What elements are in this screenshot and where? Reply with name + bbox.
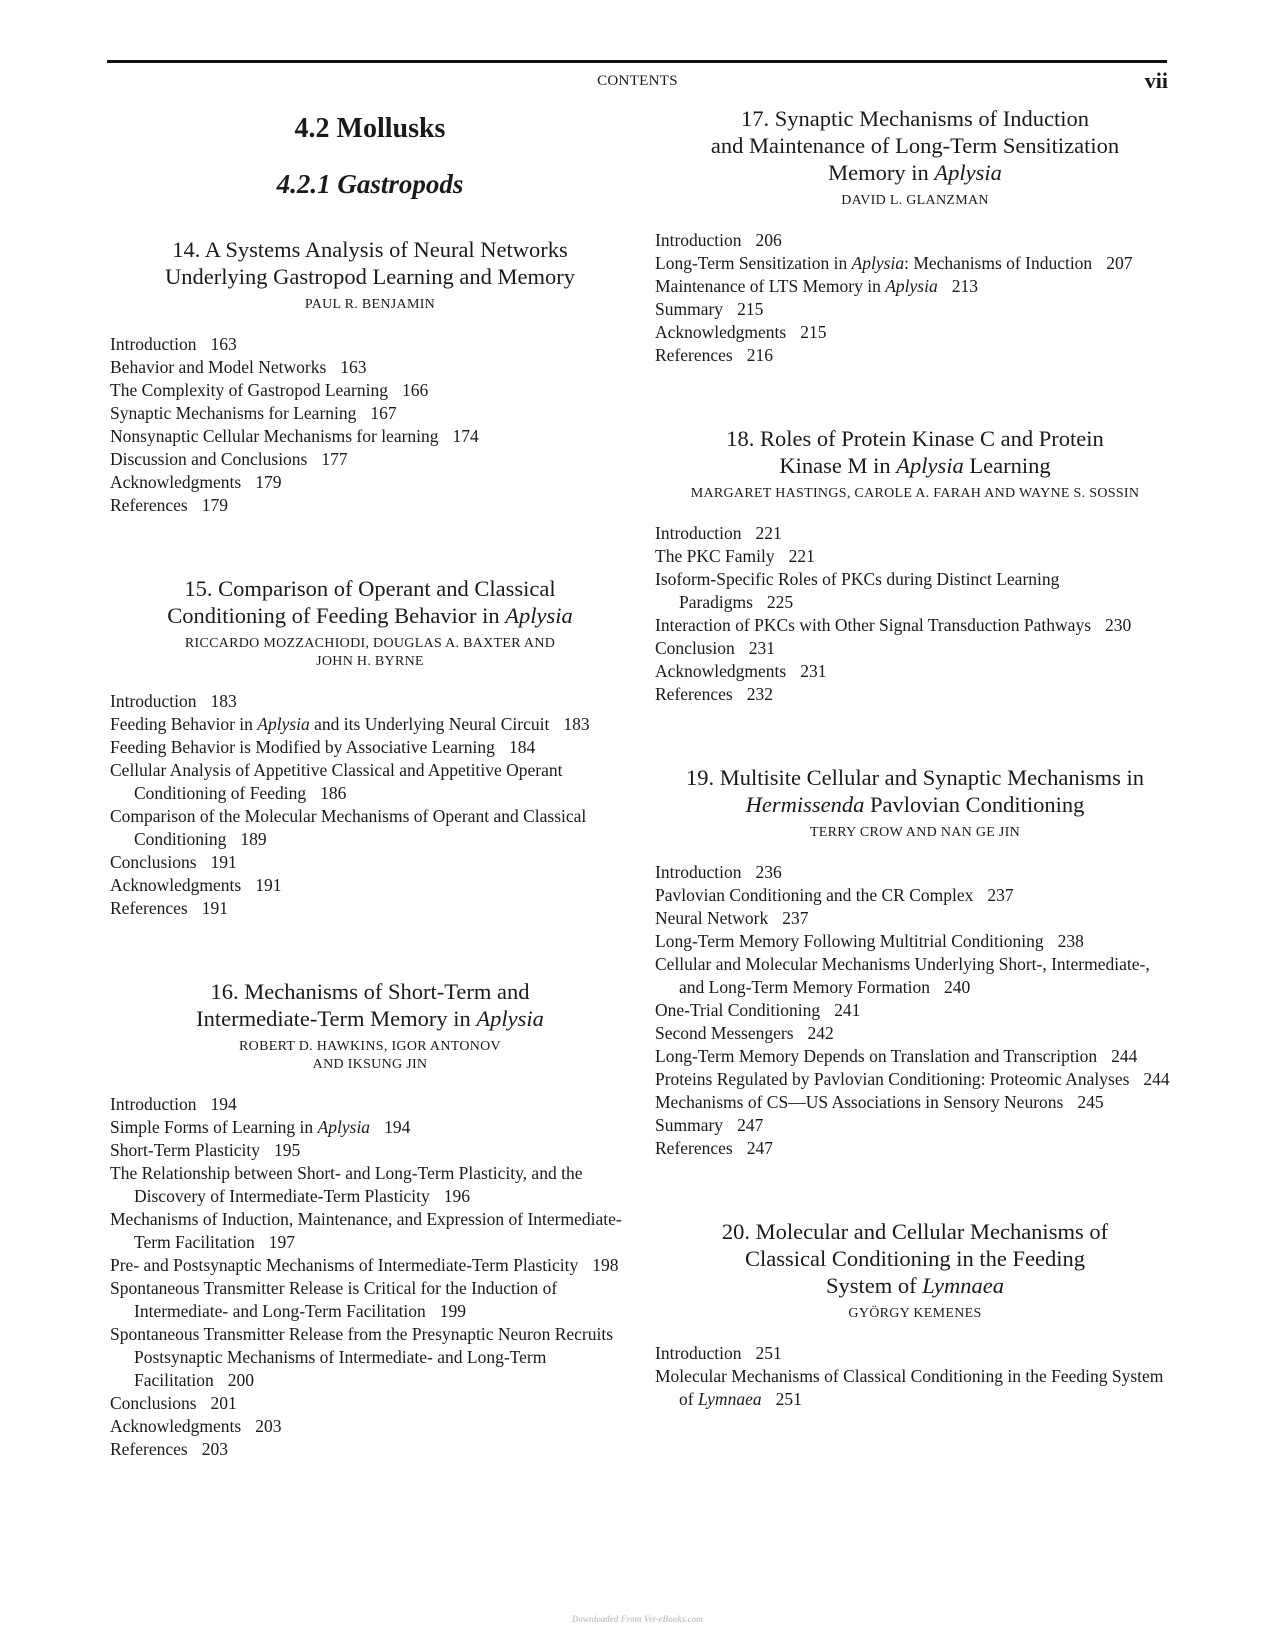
- chapter-title[interactable]: 14. A Systems Analysis of Neural Networks Underlying Gastropod Learning and Memory: [165, 237, 575, 290]
- chapter-section: [655, 105, 1175, 367]
- entry-list: [655, 229, 1175, 367]
- part-title: 4.2 Mollusks: [294, 113, 446, 144]
- toc-entry-title: Behavior and Model Networks: [110, 357, 327, 378]
- toc-entry-title: The Relationship between Short- and Long-Term Plasticity, and the Discovery of Intermediate-Term Plasticity: [110, 1163, 583, 1207]
- toc-entry-title: One-Trial Conditioning: [655, 1000, 821, 1020]
- toc-entry-title: References: [110, 495, 188, 516]
- toc-entry[interactable]: [655, 252, 1175, 275]
- toc-entry[interactable]: [110, 1438, 630, 1461]
- entry-list: [655, 1342, 1175, 1411]
- toc-entry-title: Acknowledgments: [110, 875, 242, 896]
- entry-list: [110, 1093, 630, 1461]
- entry-list: [110, 333, 630, 517]
- toc-entry-page: 238: [1057, 931, 1084, 951]
- toc-entry-page: 200: [227, 1370, 254, 1391]
- toc-entry-page: 196: [443, 1186, 470, 1207]
- toc-entry-title: Maintenance of LTS Memory in Aplysia: [655, 276, 938, 296]
- toc-entry[interactable]: [655, 275, 1175, 298]
- toc-entry[interactable]: [655, 229, 1175, 252]
- toc-entry-page: 186: [320, 783, 347, 804]
- toc-entry[interactable]: [110, 1415, 630, 1438]
- toc-entry-page: 237: [987, 885, 1014, 905]
- toc-entry-title: Comparison of the Molecular Mechanisms of Operant and Classical Conditioning: [110, 806, 587, 850]
- toc-entry-title: Summary: [655, 1115, 724, 1135]
- toc-entry[interactable]: [655, 861, 1175, 884]
- toc-entry[interactable]: [655, 1045, 1175, 1068]
- toc-entry[interactable]: [655, 545, 1175, 568]
- toc-entry-title: The Complexity of Gastropod Learning: [110, 380, 388, 401]
- toc-entry[interactable]: [110, 356, 630, 379]
- toc-entry[interactable]: [655, 660, 1175, 683]
- toc-entry-page: 232: [746, 684, 773, 704]
- toc-entry-title: Mechanisms of Induction, Maintenance, and Expression of Intermediate-Term Facilitation: [110, 1209, 622, 1253]
- toc-entry-title: References: [655, 345, 733, 365]
- toc-entry-page: 251: [775, 1389, 802, 1409]
- toc-entry-page: 247: [737, 1115, 764, 1135]
- header-rule: [107, 60, 1167, 63]
- right-column: [655, 105, 1175, 1469]
- toc-entry-page: 242: [807, 1023, 834, 1043]
- toc-entry-page: 203: [201, 1439, 228, 1460]
- toc-entry[interactable]: [655, 1137, 1175, 1160]
- toc-entry[interactable]: [110, 759, 630, 805]
- toc-entry-page: 230: [1105, 615, 1132, 635]
- chapter-title[interactable]: 18. Roles of Protein Kinase C and Protein Kinase M in Aplysia Learning: [726, 426, 1104, 478]
- toc-entry-title: Feeding Behavior in Aplysia and its Underlying Neural Circuit: [110, 714, 550, 735]
- toc-entry[interactable]: [110, 1277, 630, 1323]
- toc-entry-page: 225: [766, 592, 794, 612]
- toc-entry-title: Cellular and Molecular Mechanisms Underlying Short-, Intermediate-, and Long-Term Memory Formation: [655, 954, 1150, 997]
- toc-entry-title: Conclusions: [110, 852, 197, 873]
- running-head: CONTENTS: [597, 73, 678, 89]
- left-chapter-list: [110, 236, 630, 1461]
- toc-entry[interactable]: [655, 1114, 1175, 1137]
- toc-entry-page: 179: [201, 495, 228, 516]
- toc-entry[interactable]: [110, 1116, 630, 1139]
- toc-entry[interactable]: [110, 1162, 630, 1208]
- toc-entry[interactable]: [655, 1365, 1175, 1411]
- toc-entry[interactable]: [110, 402, 630, 425]
- toc-entry[interactable]: [655, 1091, 1175, 1114]
- toc-entry-title: Discussion and Conclusions: [110, 449, 308, 470]
- chapter-authors: GYÖRGY KEMENES: [848, 1306, 982, 1321]
- toc-entry[interactable]: [110, 333, 630, 356]
- toc-entry-page: 244: [1143, 1069, 1170, 1089]
- toc-entry[interactable]: [655, 930, 1175, 953]
- toc-entry-page: 195: [273, 1140, 301, 1161]
- toc-entry[interactable]: [655, 683, 1175, 706]
- toc-entry-page: 191: [210, 852, 237, 873]
- toc-entry-title: Introduction: [655, 862, 742, 882]
- toc-entry-title: Second Messengers: [655, 1023, 794, 1043]
- entry-list: [655, 861, 1175, 1160]
- toc-entry[interactable]: [655, 907, 1175, 930]
- toc-entry-title: References: [655, 684, 733, 704]
- toc-entry[interactable]: [110, 713, 630, 736]
- toc-entry-page: 184: [508, 737, 536, 758]
- toc-entry-page: 183: [210, 691, 237, 712]
- toc-entry-page: 189: [240, 829, 267, 850]
- toc-entry-title: Acknowledgments: [655, 661, 787, 681]
- toc-entry[interactable]: [655, 884, 1175, 907]
- toc-entry-page: 244: [1111, 1046, 1138, 1066]
- toc-entry[interactable]: [110, 874, 630, 897]
- toc-entry-page: 197: [268, 1232, 296, 1253]
- toc-entry[interactable]: [655, 953, 1175, 999]
- toc-entry[interactable]: [110, 471, 630, 494]
- toc-entry-title: Feeding Behavior is Modified by Associative Learning: [110, 737, 495, 758]
- chapter-authors: RICCARDO MOZZACHIODI, DOUGLAS A. BAXTER AND JOHN H. BYRNE: [184, 636, 556, 670]
- toc-entry[interactable]: [655, 637, 1175, 660]
- chapter-section: [655, 1218, 1175, 1411]
- toc-entry-title: Acknowledgments: [110, 472, 242, 493]
- toc-entry[interactable]: [110, 1254, 630, 1277]
- toc-entry-title: Introduction: [655, 1343, 742, 1363]
- toc-entry-title: Acknowledgments: [655, 322, 787, 342]
- toc-entry[interactable]: [655, 1022, 1175, 1045]
- toc-entry-page: 245: [1077, 1092, 1104, 1112]
- toc-entry[interactable]: [110, 425, 630, 448]
- chapter-section: [655, 764, 1175, 1160]
- chapter-title[interactable]: 17. Synaptic Mechanisms of Induction and Maintenance of Long-Term Sensitization Memory in Aplysia: [710, 106, 1120, 185]
- toc-entry-title: Isoform-Specific Roles of PKCs during Distinct Learning Paradigms: [655, 569, 1060, 612]
- toc-entry-page: 191: [255, 875, 282, 896]
- toc-entry-title: Introduction: [110, 1094, 197, 1115]
- right-chapter-list: [655, 105, 1175, 1411]
- toc-entry-page: 206: [755, 230, 782, 250]
- chapter-title[interactable]: 19. Multisite Cellular and Synaptic Mechanisms in Hermissenda Pavlovian Conditioning: [685, 765, 1145, 817]
- toc-entry[interactable]: [655, 298, 1175, 321]
- toc-entry-page: 198: [592, 1255, 619, 1276]
- toc-entry-page: 221: [788, 546, 815, 566]
- toc-entry-page: 201: [210, 1393, 237, 1414]
- toc-entry-page: 240: [944, 977, 971, 997]
- toc-entry[interactable]: [110, 1208, 630, 1254]
- toc-entry-title: Long-Term Sensitization in Aplysia: Mechanisms of Induction: [655, 253, 1093, 273]
- toc-entry[interactable]: [110, 690, 630, 713]
- toc-entry-page: 194: [384, 1117, 411, 1138]
- toc-entry-title: Spontaneous Transmitter Release from the Presynaptic Neuron Recruits Postsynaptic Mechanisms of Intermediate- and Long-Term Facilitation: [110, 1324, 614, 1391]
- toc-entry-page: 167: [370, 403, 397, 424]
- toc-entry-page: 163: [340, 357, 367, 378]
- toc-entry[interactable]: [110, 1392, 630, 1415]
- toc-entry-title: Mechanisms of CS—US Associations in Sensory Neurons: [655, 1092, 1064, 1112]
- toc-entry-title: Acknowledgments: [110, 1416, 242, 1437]
- toc-entry-title: Introduction: [655, 523, 742, 543]
- toc-entry-page: 213: [951, 276, 978, 296]
- toc-entry[interactable]: [110, 379, 630, 402]
- toc-entry-title: Nonsynaptic Cellular Mechanisms for learning: [110, 426, 439, 447]
- chapter-title[interactable]: 15. Comparison of Operant and Classical Conditioning of Feeding Behavior in Aplysia: [167, 576, 573, 629]
- toc-entry-page: 199: [439, 1301, 467, 1322]
- toc-entry[interactable]: [655, 568, 1175, 614]
- toc-entry[interactable]: [655, 999, 1175, 1022]
- toc-entry-page: 215: [800, 322, 827, 342]
- toc-entry[interactable]: [655, 321, 1175, 344]
- toc-entry-title: Proteins Regulated by Pavlovian Conditioning: Proteomic Analyses: [655, 1069, 1130, 1089]
- toc-entry-page: 236: [755, 862, 782, 882]
- toc-entry-page: 166: [402, 380, 429, 401]
- toc-entry-title: Long-Term Memory Depends on Translation and Transcription: [655, 1046, 1098, 1066]
- chapter-authors: ROBERT D. HAWKINS, IGOR ANTONOV AND IKSUNG JIN: [239, 1039, 501, 1073]
- toc-entry-title: The PKC Family: [655, 546, 775, 566]
- left-column: [110, 105, 630, 1519]
- toc-entry-title: Simple Forms of Learning in Aplysia: [110, 1117, 371, 1138]
- toc-entry-title: Introduction: [655, 230, 742, 250]
- toc-entry-page: 207: [1106, 253, 1133, 273]
- chapter-authors: MARGARET HASTINGS, CAROLE A. FARAH AND WAYNE S. SOSSIN: [690, 486, 1140, 501]
- toc-entry[interactable]: [110, 897, 630, 920]
- toc-entry-title: Conclusions: [110, 1393, 197, 1414]
- toc-entry-title: Long-Term Memory Following Multitrial Conditioning: [655, 931, 1044, 951]
- toc-entry[interactable]: [655, 614, 1175, 637]
- toc-entry[interactable]: [110, 1139, 630, 1162]
- toc-entry-page: 216: [746, 345, 773, 365]
- toc-entry-title: Molecular Mechanisms of Classical Conditioning in the Feeding System of Lymnaea: [655, 1366, 1164, 1409]
- chapter-authors: DAVID L. GLANZMAN: [841, 193, 989, 208]
- toc-entry[interactable]: [110, 736, 630, 759]
- chapter-section: [655, 425, 1175, 706]
- toc-entry-title: Summary: [655, 299, 724, 319]
- chapter-section: [110, 575, 630, 920]
- toc-entry-title: Conclusion: [655, 638, 735, 658]
- toc-entry-title: Pavlovian Conditioning and the CR Complex: [655, 885, 974, 905]
- toc-entry-page: 247: [746, 1138, 773, 1158]
- toc-entry-title: Synaptic Mechanisms for Learning: [110, 403, 357, 424]
- toc-entry[interactable]: [655, 1342, 1175, 1365]
- toc-entry[interactable]: [655, 522, 1175, 545]
- toc-entry-title: References: [655, 1138, 733, 1158]
- toc-entry-page: 215: [737, 299, 764, 319]
- toc-entry-page: 237: [782, 908, 809, 928]
- toc-entry[interactable]: [655, 1068, 1175, 1091]
- toc-entry[interactable]: [110, 851, 630, 874]
- toc-entry-page: 231: [748, 638, 775, 658]
- page-number: vii: [1144, 68, 1168, 93]
- toc-entry-page: 241: [834, 1000, 861, 1020]
- toc-entry[interactable]: [110, 1323, 630, 1392]
- toc-entry-title: Interaction of PKCs with Other Signal Transduction Pathways: [655, 615, 1092, 635]
- chapter-authors: TERRY CROW AND NAN GE JIN: [809, 825, 1021, 840]
- toc-entry-title: Pre- and Postsynaptic Mechanisms of Intermediate-Term Plasticity: [110, 1255, 579, 1276]
- entry-list: [110, 690, 630, 920]
- toc-entry-title: Neural Network: [655, 908, 769, 928]
- toc-entry-page: 194: [210, 1094, 237, 1115]
- toc-entry-title: Cellular Analysis of Appetitive Classical and Appetitive Operant Conditioning of Feeding: [110, 760, 563, 804]
- entry-list: [655, 522, 1175, 706]
- toc-entry-page: 177: [321, 449, 348, 470]
- toc-entry-page: 191: [201, 898, 228, 919]
- toc-entry-page: 203: [255, 1416, 282, 1437]
- toc-entry[interactable]: [110, 1093, 630, 1116]
- toc-entry-page: 251: [755, 1343, 782, 1363]
- toc-entry-page: 179: [255, 472, 282, 493]
- toc-entry[interactable]: [655, 344, 1175, 367]
- chapter-title[interactable]: 20. Molecular and Cellular Mechanisms of Classical Conditioning in the Feeding System of Lymnaea: [721, 1219, 1109, 1298]
- chapter-authors: PAUL R. BENJAMIN: [304, 297, 436, 313]
- toc-entry-page: 163: [210, 334, 237, 355]
- toc-entry-page: 174: [452, 426, 479, 447]
- toc-entry-title: Short-Term Plasticity: [110, 1140, 260, 1161]
- toc-entry[interactable]: [110, 805, 630, 851]
- chapter-section: [110, 978, 630, 1461]
- subpart-title: 4.2.1 Gastropods: [276, 169, 464, 200]
- chapter-title[interactable]: 16. Mechanisms of Short-Term and Intermediate-Term Memory in Aplysia: [196, 979, 544, 1032]
- toc-entry-page: 221: [755, 523, 782, 543]
- toc-entry-page: 183: [563, 714, 590, 735]
- toc-entry-title: Introduction: [110, 691, 197, 712]
- toc-entry-title: References: [110, 898, 188, 919]
- toc-entry-title: References: [110, 1439, 188, 1460]
- chapter-section: [110, 236, 630, 517]
- toc-entry-page: 231: [800, 661, 827, 681]
- toc-entry-title: Spontaneous Transmitter Release is Critical for the Induction of Intermediate- and Long-Term Facilitation: [110, 1278, 558, 1322]
- toc-entry[interactable]: [110, 494, 630, 517]
- footer-watermark: Downloaded From Vet-eBooks.com: [571, 1614, 704, 1624]
- toc-entry[interactable]: [110, 448, 630, 471]
- toc-entry-title: Introduction: [110, 334, 197, 355]
